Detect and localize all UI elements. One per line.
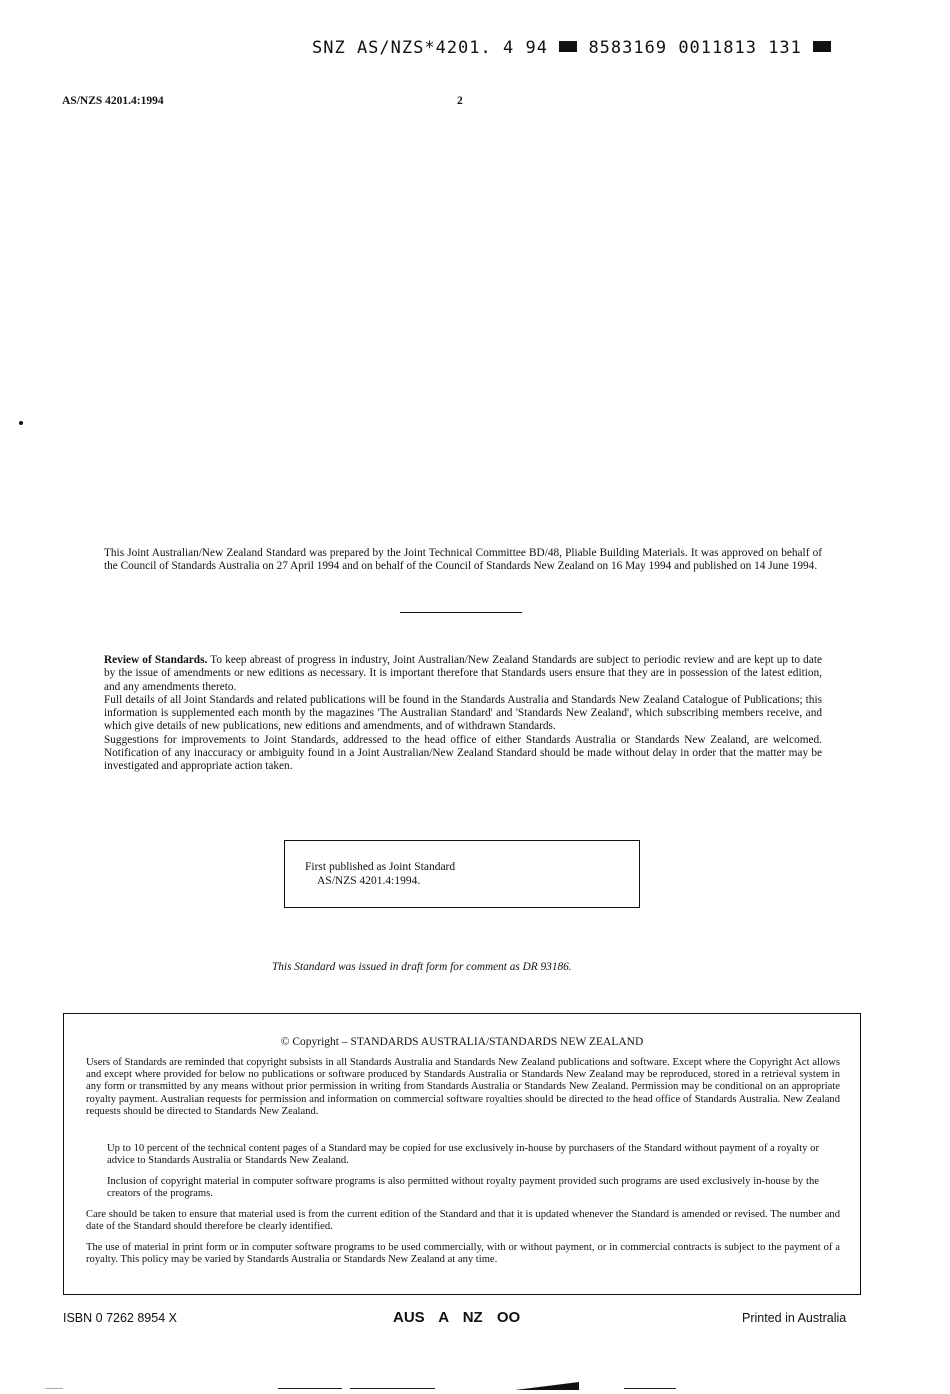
redaction-block (559, 41, 577, 52)
first-published-line-2: AS/NZS 4201.4:1994. (317, 875, 421, 887)
isbn: ISBN 0 7262 8954 X (63, 1311, 177, 1325)
review-paragraph-3: Suggestions for improvements to Joint Standards, addressed to the head office of either Standards Australia or Standards New Zealand, are welcomed. Notification of any inaccuracy or ambiguity found in a Joint Australian/New Zealand Standard should be made without delay in order that the matter may be investigated and appropriate action taken. (104, 733, 822, 773)
copyright-box (63, 1013, 861, 1295)
preparation-paragraph (104, 547, 822, 574)
scan-mark (45, 1388, 63, 1389)
copyright-paragraph-4: Care should be taken to ensure that material used is from the current edition of the Standard and that it is updated whenever the Standard is amended or revised. The number and date of the Standard should therefore be clearly identified. (86, 1209, 840, 1233)
scan-mark (624, 1388, 676, 1389)
copyright-paragraph-1: Users of Standards are reminded that copyright subsists in all Standards Australia and Standards New Zealand publications and software. Except where the Copyright Act allows and except where provided for below no publications or software produced by Standards Australia or Standards New Zealand may be reproduced, stored in a retrieval system in any form or transmitted by any means without prior permission in writing from Standards Australia or Standards New Zealand. Permission may be conditional on an appropriate royalty payment. Australian requests for permission and information on commercial software royalties should be directed to the head office of Standards Australia. New Zealand requests should be directed to Standards New Zealand. (86, 1057, 840, 1117)
section-divider (400, 612, 522, 613)
standard-id: AS/NZS 4201.4:1994 (62, 95, 164, 107)
scan-mark (515, 1382, 579, 1390)
review-paragraph-1 (104, 654, 822, 694)
scan-mark (278, 1388, 342, 1389)
review-heading: Review of Standards. (104, 654, 208, 666)
first-published-box (284, 840, 640, 908)
scan-speck (19, 421, 23, 425)
copyright-paragraph-3: Inclusion of copyright material in computer software programs is also permitted without royalty payment provided such programs are used exclusively in-house by the creators of the programs. (107, 1176, 819, 1200)
country-code: AUS A NZ OO (393, 1309, 521, 1326)
copyright-paragraph-5: The use of material in print form or in computer software programs to be used commercially, with or without payment, or in commercial contracts is subject to the payment of a royalty. This policy may be varied by Standards Australia or Standards New Zealand at any time. (86, 1242, 840, 1266)
copyright-paragraph-2: Up to 10 percent of the technical content pages of a Standard may be copied for use exclusively in-house by purchasers of the Standard without payment of a royalty or advice to Standards Australia or Standards New Zealand. (107, 1143, 819, 1167)
draft-note: This Standard was issued in draft form for comment as DR 93186. (272, 961, 572, 973)
copyright-title: © Copyright – STANDARDS AUSTRALIA/STANDARDS NEW ZEALAND (280, 1036, 644, 1048)
redaction-block (813, 41, 831, 52)
scan-mark (350, 1388, 435, 1389)
scan-header-text-b: 8583169 0011813 131 (588, 38, 802, 58)
scan-header-text-a: SNZ AS/NZS*4201. 4 94 (312, 38, 548, 58)
first-published-line-1: First published as Joint Standard (305, 861, 456, 873)
review-text-1: To keep abreast of progress in industry, Joint Australian/New Zealand Standards are subject to periodic review and are kept up to date by the issue of amendments or new editions as necessary. It is important therefore that Standards users ensure that they are in possession of the latest edition, and any amendments thereto. (104, 654, 822, 693)
printed-in: Printed in Australia (742, 1311, 847, 1325)
review-paragraph-2: Full details of all Joint Standards and related publications will be found in the Standards Australia and Standards New Zealand Catalogue of Publications; this information is supplemented each month by the magazines 'The Australian Standard' and 'Standards New Zealand', which subscribing members receive, and which give details of new publications, new editions and amendments, and of withdrawn Standards. (104, 693, 822, 733)
scan-header (312, 38, 831, 58)
preparation-text: This Joint Australian/New Zealand Standard was prepared by the Joint Technical Committee BD/48, Pliable Building Materials. It was approved on behalf of the Council of Standards Australia on 27 April 1994 and on behalf of the Council of Standards New Zealand on 16 May 1994 and published on 14 June 1994. (104, 547, 822, 573)
page-number: 2 (457, 95, 463, 107)
review-section (104, 654, 822, 774)
